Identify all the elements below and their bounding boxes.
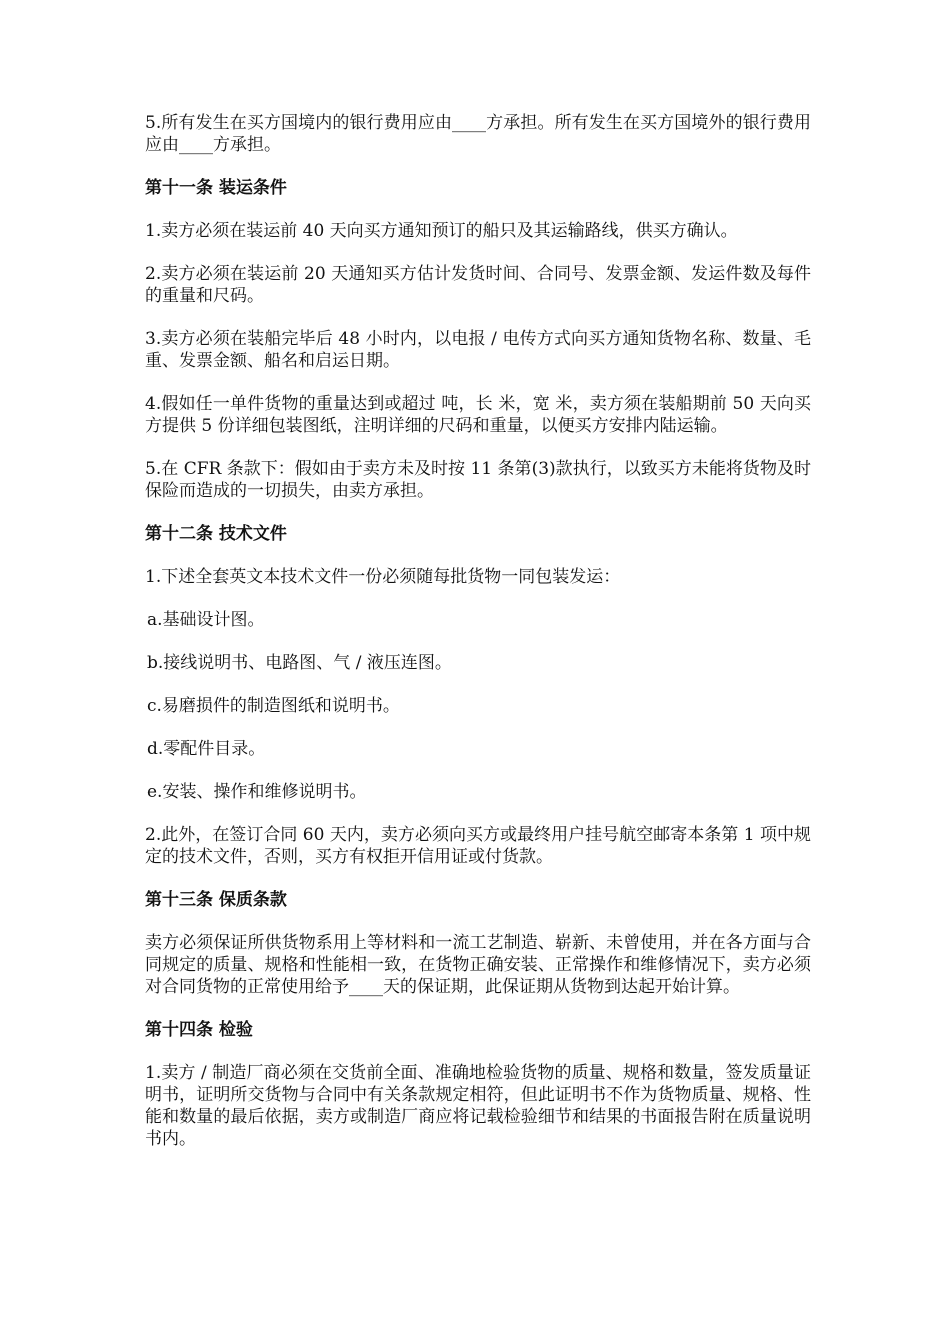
document-page — [145, 112, 811, 1171]
paragraph-shipment-2: 2.卖方必须在装运前 20 天通知买方估计发货时间、合同号、发票金额、发运件数及每件的重量和尺码。 — [145, 264, 811, 306]
paragraph-bank-fees: 5.所有发生在买方国境内的银行费用应由____方承担。所有发生在买方国境外的银行费用应由____方承担。 — [145, 113, 811, 155]
list-item-c: c.易磨损件的制造图纸和说明书。 — [147, 696, 400, 716]
list-item-a: a.基础设计图。 — [147, 610, 265, 630]
paragraph-shipment-5: 5.在 CFR 条款下：假如由于卖方未及时按 11 条第(3)款执行，以致买方未能将货物及时保险而造成的一切损失，由卖方承担。 — [145, 459, 811, 501]
paragraph-inspection-1: 1.卖方 / 制造厂商必须在交货前全面、准确地检验货物的质量、规格和数量，签发质量证明书，证明所交货物与合同中有关条款规定相符，但此证明书不作为货物质量、规格、性能和数量的最后依据，卖方或制造厂商应将记载检验细节和结果的书面报告附在质量说明书内。 — [145, 1063, 811, 1149]
paragraph-shipment-1: 1.卖方必须在装运前 40 天向买方通知预订的船只及其运输路线，供买方确认。 — [145, 221, 738, 241]
list-item-e: e.安装、操作和维修说明书。 — [147, 782, 367, 802]
list-item-d: d.零配件目录。 — [147, 739, 266, 759]
heading-article-14: 第十四条 检验 — [145, 1020, 253, 1040]
paragraph-technical-docs-1: 1.下述全套英文本技术文件一份必须随每批货物一同包装发运： — [145, 567, 621, 587]
heading-article-13: 第十三条 保质条款 — [145, 890, 287, 910]
list-item-b: b.接线说明书、电路图、气 / 液压连图。 — [147, 653, 452, 673]
paragraph-warranty: 卖方必须保证所供货物系用上等材料和一流工艺制造、崭新、未曾使用，并在各方面与合同规定的质量、规格和性能相一致，在货物正确安装、正常操作和维修情况下，卖方必须对合同货物的正常使用给予____天的保证期，此保证期从货物到达起开始计算。 — [145, 933, 811, 997]
paragraph-shipment-4: 4.假如任一单件货物的重量达到或超过 吨，长 米，宽 米，卖方须在装船期前 50 天向买方提供 5 份详细包装图纸，注明详细的尺码和重量，以便买方安排内陆运输。 — [145, 394, 811, 436]
heading-article-11: 第十一条 装运条件 — [145, 178, 287, 198]
heading-article-12: 第十二条 技术文件 — [145, 524, 287, 544]
paragraph-technical-docs-2: 2.此外，在签订合同 60 天内，卖方必须向买方或最终用户挂号航空邮寄本条第 1 项中规定的技术文件，否则，买方有权拒开信用证或付货款。 — [145, 825, 811, 867]
paragraph-shipment-3: 3.卖方必须在装船完毕后 48 小时内，以电报 / 电传方式向买方通知货物名称、数量、毛重、发票金额、船名和启运日期。 — [145, 329, 811, 371]
